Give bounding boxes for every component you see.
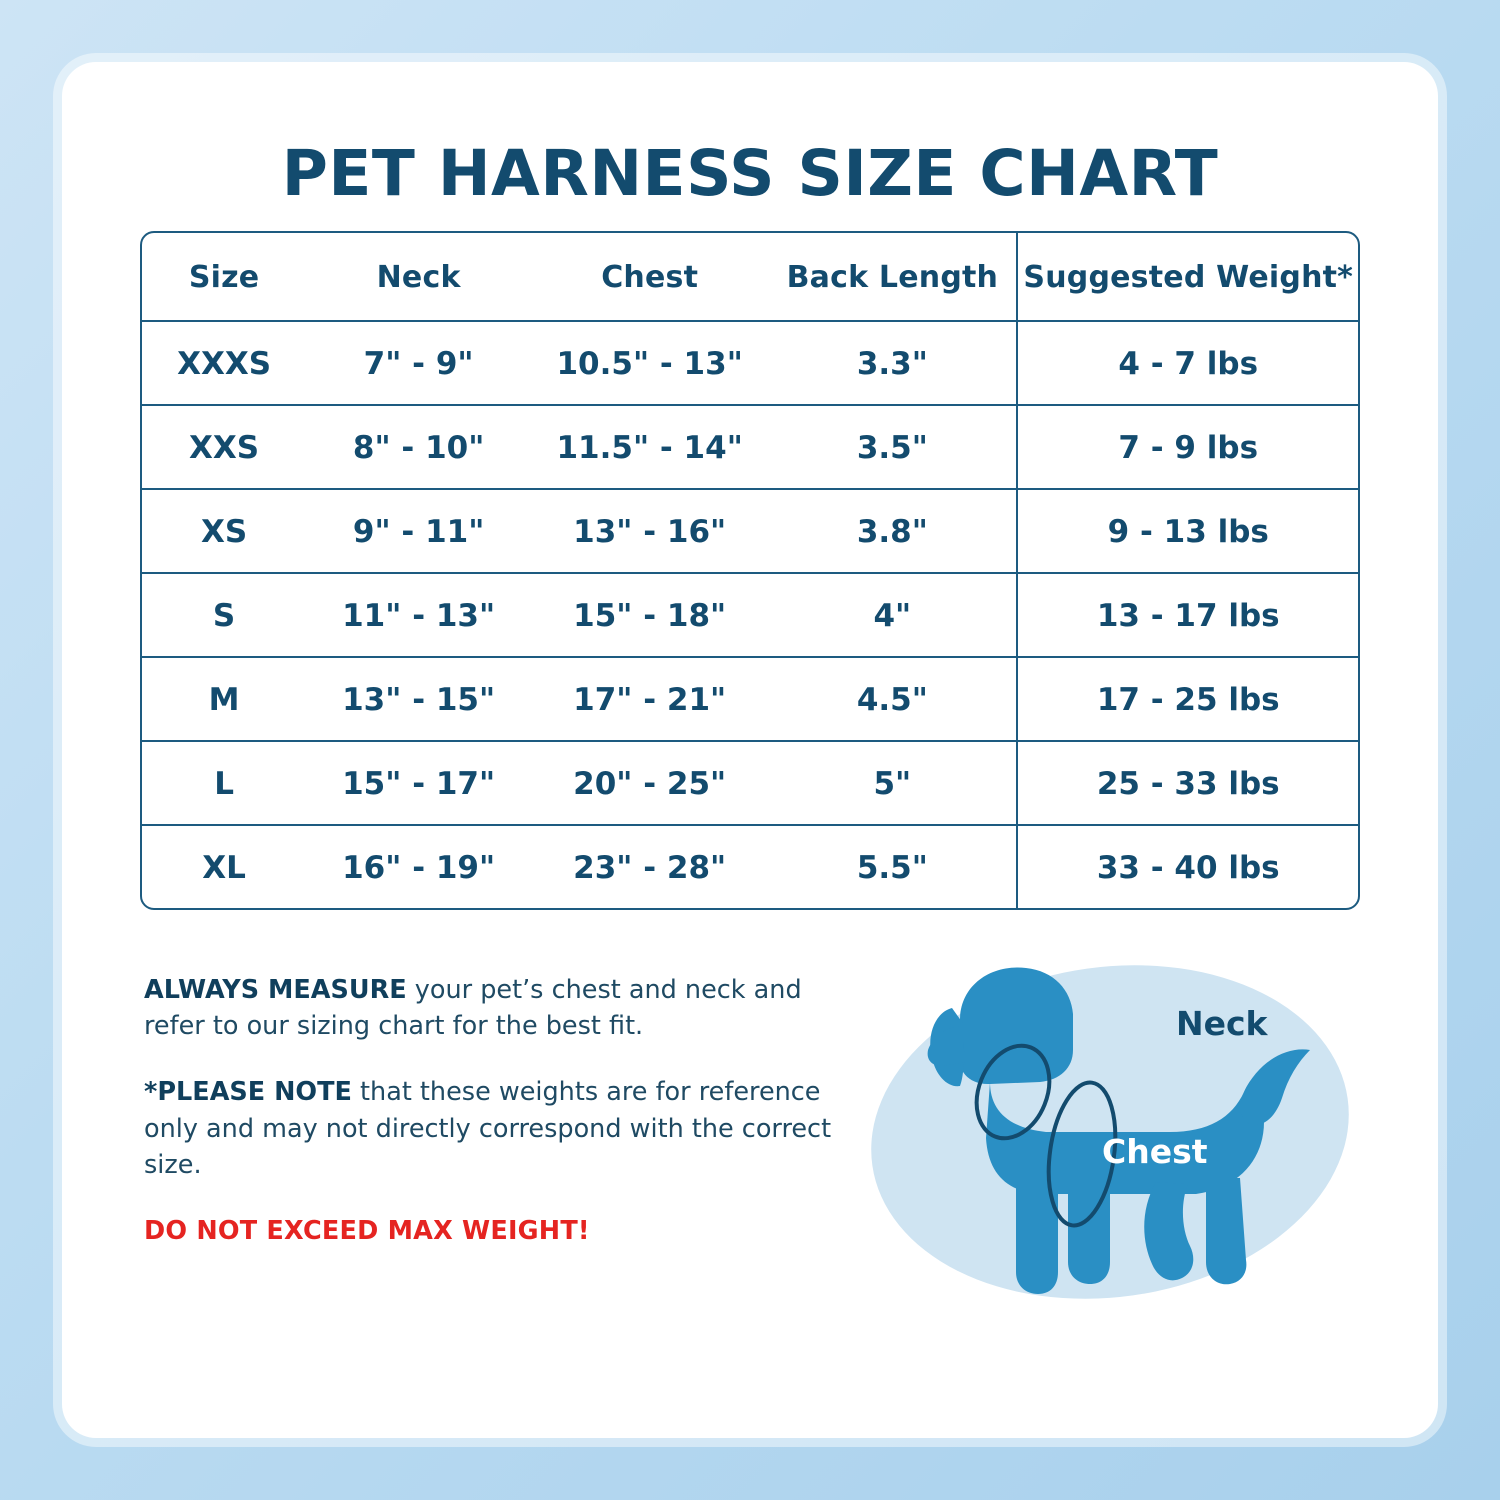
cell-suggested-weight: 25 - 33 lbs <box>1017 741 1358 825</box>
column-header-back-length: Back Length <box>768 233 1017 321</box>
neck-label: Neck <box>1176 1004 1268 1043</box>
cell-neck: 16" - 19" <box>342 850 496 886</box>
dog-illustration-svg <box>840 942 1360 1322</box>
cell-size: XS <box>142 489 306 573</box>
size-chart-table-wrapper <box>140 231 1360 910</box>
cell-suggested-weight: 9 - 13 lbs <box>1017 489 1358 573</box>
cell-chest: 17" - 21" <box>531 657 768 741</box>
cell-neck: 9" - 11" <box>306 489 531 573</box>
note-always-measure-text: your pet’s chest and neck and refer to our sizing chart for the best fit. <box>144 975 802 1042</box>
table-header-row <box>142 233 1358 321</box>
cell-neck: 11" - 13" <box>306 573 531 657</box>
column-header-suggested-weight: Suggested Weight* <box>1017 233 1358 321</box>
cell-size: XL <box>202 850 246 886</box>
notes-block <box>140 972 840 1279</box>
cell-back-length: 3.3" <box>768 321 1017 405</box>
bottom-section <box>140 972 1360 1322</box>
cell-neck: 15" - 17" <box>306 741 531 825</box>
table-row <box>142 825 1358 908</box>
table-row <box>142 741 1358 825</box>
cell-back-length: 4" <box>768 573 1017 657</box>
column-header-size: Size <box>142 233 306 321</box>
cell-size: M <box>142 657 306 741</box>
chest-label: Chest <box>1102 1132 1208 1171</box>
note-always-measure <box>144 972 840 1044</box>
cell-suggested-weight: 33 - 40 lbs <box>1017 825 1358 908</box>
cell-chest: 11.5" - 14" <box>531 405 768 489</box>
cell-back-length: 3.5" <box>768 405 1017 489</box>
note-always-measure-emphasis: ALWAYS MEASURE <box>144 975 407 1005</box>
size-chart-card <box>62 62 1438 1438</box>
note-please-note-text: that these weights are for reference only and may not directly correspond with the correct size. <box>144 1077 832 1180</box>
column-header-chest: Chest <box>531 233 768 321</box>
page-title: PET HARNESS SIZE CHART <box>281 137 1219 210</box>
cell-chest: 10.5" - 13" <box>531 321 768 405</box>
dog-illustration <box>840 942 1360 1322</box>
cell-size: XXS <box>142 405 306 489</box>
cell-back-length: 5" <box>768 741 1017 825</box>
cell-back-length: 5.5" <box>856 850 928 886</box>
table-header <box>142 233 1358 321</box>
note-please-note-emphasis: *PLEASE NOTE <box>144 1077 352 1108</box>
cell-neck: 7" - 9" <box>306 321 531 405</box>
note-please-note <box>144 1074 840 1183</box>
cell-size: S <box>142 573 306 657</box>
table-body <box>142 321 1358 908</box>
cell-size: L <box>142 741 306 825</box>
table-row <box>142 573 1358 657</box>
table-row <box>142 657 1358 741</box>
cell-suggested-weight: 7 - 9 lbs <box>1017 405 1358 489</box>
cell-neck: 8" - 10" <box>306 405 531 489</box>
table-row <box>142 321 1358 405</box>
cell-chest: 23" - 28" <box>573 850 727 886</box>
table-row <box>142 489 1358 573</box>
column-header-neck: Neck <box>306 233 531 321</box>
cell-back-length: 3.8" <box>768 489 1017 573</box>
table-row <box>142 405 1358 489</box>
cell-size: XXXS <box>142 321 306 405</box>
cell-suggested-weight: 17 - 25 lbs <box>1017 657 1358 741</box>
cell-suggested-weight: 13 - 17 lbs <box>1017 573 1358 657</box>
size-chart-table <box>142 233 1358 908</box>
cell-neck: 13" - 15" <box>306 657 531 741</box>
note-max-weight-warning: DO NOT EXCEED MAX WEIGHT! <box>144 1216 590 1247</box>
cell-chest: 20" - 25" <box>531 741 768 825</box>
cell-suggested-weight: 4 - 7 lbs <box>1017 321 1358 405</box>
cell-chest: 13" - 16" <box>531 489 768 573</box>
cell-chest: 15" - 18" <box>531 573 768 657</box>
cell-back-length: 4.5" <box>768 657 1017 741</box>
